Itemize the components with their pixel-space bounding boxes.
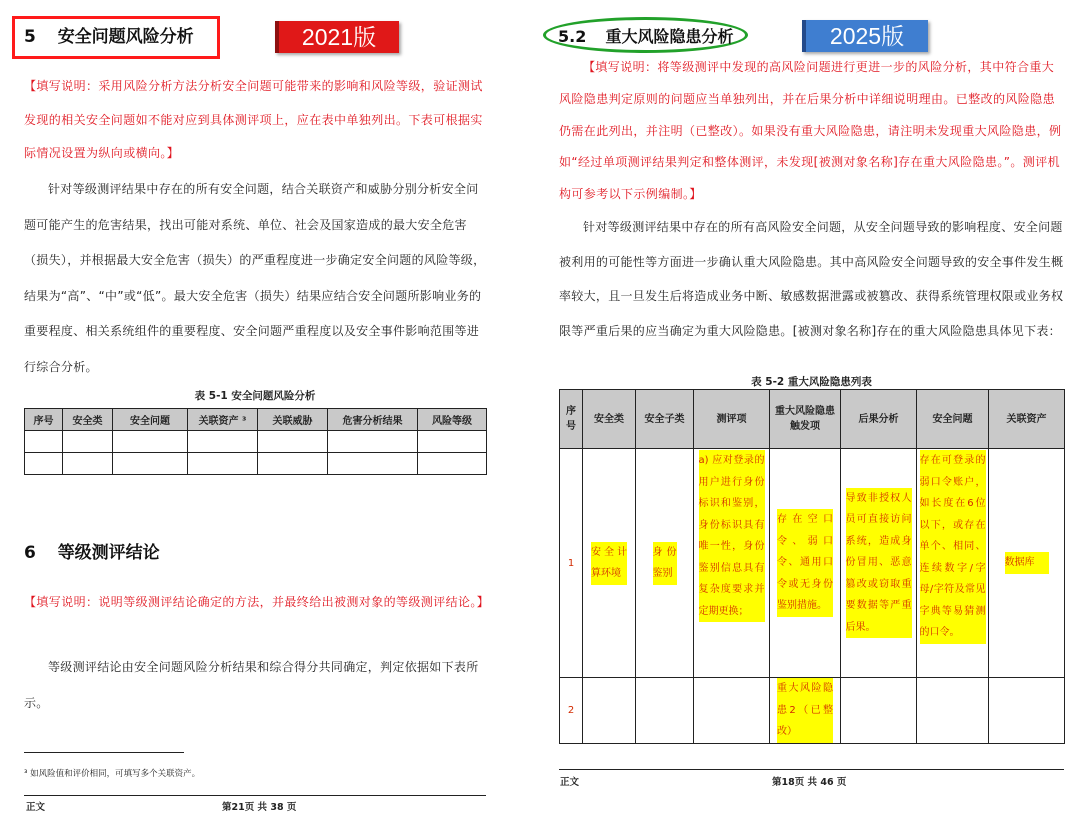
section-heading — [558, 24, 734, 47]
fill-note-2: 【填写说明：说明等级测评结论确定的方法，并最终给出被测对象的等级测评结论。】 — [24, 595, 490, 609]
fill-note: 【填写说明：采用风险分析方法分析安全问题可能带来的影响和风险等级，验证测试发现的相关安全问题如不能对应到具体测评项上，应在表中单独列出。下表可根据实际情况设置为纵向或横向。】 — [24, 79, 483, 160]
footer-left: 正文 — [26, 802, 46, 813]
section6-number: 6 — [24, 543, 36, 563]
asset-cell — [989, 449, 1065, 678]
subcategory-cell — [636, 678, 694, 744]
section6-title: 等级测评结论 — [57, 543, 160, 563]
header-cell: 序号 — [560, 390, 583, 449]
section-title: 重大风险隐患分析 — [605, 27, 734, 46]
body-paragraph: 针对等级测评结果中存在的所有高风险安全问题，从安全问题导致的影响程度、安全问题被利用的可能性等方面进一步确认重大风险隐患。其中高风险安全问题导致的安全事件发生概率较大，且一旦发生后将造成业务中断、敏感数据泄露或被篡改、获得系统管理权限或业务权限等严重后果的应当确定为重大风险隐患。[被测对象名称]存在的重大风险隐患具体见下表： — [559, 220, 1064, 338]
body-paragraph-2: 等级测评结论由安全问题风险分析结果和综合得分共同确定，判定依据如下表所示。 — [24, 660, 479, 710]
category-cell — [583, 678, 636, 744]
section-number: 5 — [24, 27, 36, 47]
consequence-cell — [841, 449, 917, 678]
footer-page-number: 第18页 共 46 页 — [772, 777, 847, 788]
table-caption: 表 5-1 安全问题风险分析 — [194, 390, 316, 402]
row-number: 1 — [560, 449, 583, 678]
issue-text: 存在可登录的弱口令账户，如长度在6位以下，或存在单个、相同、连续数字/字母/字符及常见字典等易猜测的口令。 — [920, 450, 986, 644]
header-cell: 关联资产 ³ — [188, 409, 258, 431]
header-cell: 关联威胁 — [258, 409, 328, 431]
header-cell: 安全子类 — [636, 390, 694, 449]
header-cell: 重大风险隐患触发项 — [770, 390, 841, 449]
section-number: 5.2 — [558, 27, 587, 46]
body-paragraph: 针对等级测评结果中存在的所有安全问题，结合关联资产和威胁分别分析安全问题可能产生的危害结果，找出可能对系统、单位、社会及国家造成的最大安全危害（损失），并根据最大安全危害（损失）的严重程度进一步确定安全问题的风险等级，结果为“高”、“中”或“低”。最大安全危害（损失）结果应结合安全问题所影响业务的重要程度、相关系统组件的重要程度、安全问题严重程度以及安全事件影响范围等进行综合分析。 — [24, 182, 486, 374]
subcategory-cell — [636, 449, 694, 678]
table-row — [25, 453, 487, 475]
footnote-divider — [24, 752, 184, 753]
table-caption: 表 5-2 重大风险隐患列表 — [751, 376, 872, 388]
footnote: ³ 如风险值和评价相同，可填写多个关联资产。 — [24, 769, 201, 779]
subcategory-text: 身份鉴别 — [653, 542, 677, 585]
footer-page-number: 第21页 共 38 页 — [222, 802, 297, 813]
trigger-cell — [770, 678, 841, 744]
table-row — [560, 449, 1065, 678]
issue-cell — [917, 678, 989, 744]
header-cell: 关联资产 — [989, 390, 1065, 449]
asset-text: 数据库 — [1005, 552, 1049, 574]
page-2025 — [540, 0, 1080, 818]
category-text: 安全计算环境 — [591, 542, 627, 585]
table-header-row — [25, 409, 487, 431]
item-cell — [694, 678, 770, 744]
section-heading — [24, 22, 194, 47]
trigger-text: 存在空口令、弱口令、通用口令或无身份鉴别措施。 — [777, 509, 833, 617]
row-number: 2 — [560, 678, 583, 744]
consequence-text: 导致非授权人员可直接访问系统，造成身份冒用、恶意篡改或窃取重要数据等严重后果。 — [846, 488, 912, 639]
asset-cell — [989, 678, 1065, 744]
page-2021 — [0, 0, 530, 818]
header-cell: 风险等级 — [418, 409, 487, 431]
fill-note: 【填写说明：将等级测评中发现的高风险问题进行更进一步的风险分析，其中符合重大风险隐患判定原则的问题应当单独列出，并在后果分析中详细说明理由。已整改的风险隐患仍需在此列出，并注明（已整改）。如果没有重大风险隐患，请注明未发现重大风险隐患，例如“经过单项测评结果判定和整体测评，未发现[被测对象名称]存在重大风险隐患。”。测评机构可参考以下示例编制。】 — [559, 60, 1062, 202]
category-cell — [583, 449, 636, 678]
header-cell: 安全问题 — [917, 390, 989, 449]
header-cell: 安全类 — [63, 409, 113, 431]
header-cell: 安全类 — [583, 390, 636, 449]
section-title: 安全问题风险分析 — [57, 27, 194, 47]
trigger-cell — [770, 449, 841, 678]
table-row — [25, 431, 487, 453]
trigger-text: 重大风险隐患2（已整改） — [777, 678, 833, 743]
header-cell: 后果分析 — [841, 390, 917, 449]
item-cell — [694, 449, 770, 678]
table-header-row — [560, 390, 1065, 449]
footer-divider — [24, 795, 486, 796]
consequence-cell — [841, 678, 917, 744]
footer-left: 正文 — [560, 777, 580, 788]
issue-cell — [917, 449, 989, 678]
header-cell: 危害分析结果 — [328, 409, 418, 431]
version-badge-2025: 2025版 — [802, 20, 928, 52]
risk-analysis-table — [24, 408, 487, 475]
section6-heading — [24, 538, 160, 563]
item-text: a) 应对登录的用户进行身份标识和鉴别，身份标识具有唯一性，身份鉴别信息具有复杂度要求并定期更换； — [699, 450, 765, 622]
header-cell: 测评项 — [694, 390, 770, 449]
header-cell: 安全问题 — [113, 409, 188, 431]
version-badge-2021: 2021版 — [275, 21, 399, 53]
footer-divider — [559, 769, 1064, 770]
major-risk-table — [559, 389, 1065, 744]
table-row — [560, 678, 1065, 744]
header-cell: 序号 — [25, 409, 63, 431]
